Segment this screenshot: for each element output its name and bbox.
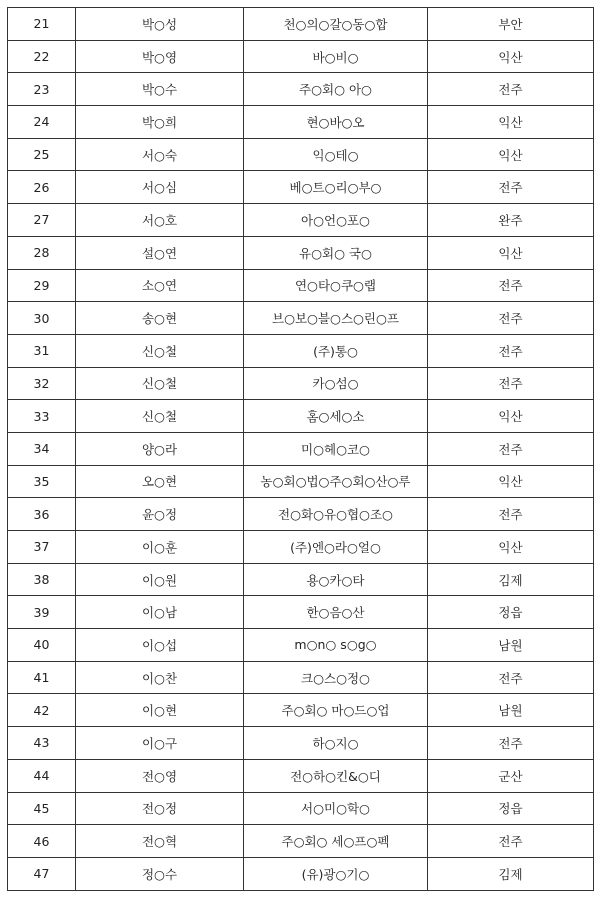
company-name: 카○섬○ (244, 367, 428, 400)
region-name: 익산 (428, 465, 594, 498)
person-name: 박○희 (76, 106, 244, 139)
region-name: 김제 (428, 563, 594, 596)
region-name: 완주 (428, 204, 594, 237)
person-name: 이○구 (76, 727, 244, 760)
row-number: 41 (8, 661, 76, 694)
row-number: 33 (8, 400, 76, 433)
table-row (8, 498, 594, 531)
region-name: 정읍 (428, 596, 594, 629)
company-name: 천○의○갈○동○합 (244, 8, 428, 41)
row-number: 43 (8, 727, 76, 760)
region-name: 익산 (428, 40, 594, 73)
row-number: 47 (8, 857, 76, 890)
region-name: 전주 (428, 302, 594, 335)
table-row (8, 334, 594, 367)
row-number: 34 (8, 432, 76, 465)
table-row (8, 432, 594, 465)
table-row (8, 857, 594, 890)
company-name: 베○트○리○부○ (244, 171, 428, 204)
region-name: 정읍 (428, 792, 594, 825)
company-name: (주)엔○라○얼○ (244, 531, 428, 564)
company-name: 현○바○오 (244, 106, 428, 139)
company-name: 농○회○법○주○회○산○루 (244, 465, 428, 498)
row-number: 21 (8, 8, 76, 41)
participant-table (7, 7, 594, 891)
table-row (8, 171, 594, 204)
company-name: 브○보○블○스○린○프 (244, 302, 428, 335)
table-row (8, 727, 594, 760)
table-row (8, 629, 594, 662)
row-number: 29 (8, 269, 76, 302)
row-number: 35 (8, 465, 76, 498)
region-name: 익산 (428, 138, 594, 171)
company-name: 서○미○학○ (244, 792, 428, 825)
region-name: 전주 (428, 334, 594, 367)
row-number: 37 (8, 531, 76, 564)
person-name: 전○정 (76, 792, 244, 825)
region-name: 전주 (428, 661, 594, 694)
table-row (8, 792, 594, 825)
row-number: 30 (8, 302, 76, 335)
row-number: 38 (8, 563, 76, 596)
person-name: 박○영 (76, 40, 244, 73)
row-number: 24 (8, 106, 76, 139)
table-row (8, 106, 594, 139)
region-name: 남원 (428, 694, 594, 727)
person-name: 신○철 (76, 334, 244, 367)
company-name: 하○지○ (244, 727, 428, 760)
table-row (8, 40, 594, 73)
row-number: 32 (8, 367, 76, 400)
company-name: m○n○ s○g○ (244, 629, 428, 662)
company-name: (주)통○ (244, 334, 428, 367)
row-number: 22 (8, 40, 76, 73)
company-name: 연○타○쿠○랩 (244, 269, 428, 302)
row-number: 28 (8, 236, 76, 269)
region-name: 김제 (428, 857, 594, 890)
region-name: 익산 (428, 400, 594, 433)
row-number: 36 (8, 498, 76, 531)
region-name: 익산 (428, 236, 594, 269)
person-name: 신○철 (76, 367, 244, 400)
person-name: 이○남 (76, 596, 244, 629)
table-row (8, 204, 594, 237)
company-name: 아○언○포○ (244, 204, 428, 237)
person-name: 서○심 (76, 171, 244, 204)
table-row (8, 661, 594, 694)
company-name: 익○테○ (244, 138, 428, 171)
table-row (8, 465, 594, 498)
region-name: 전주 (428, 498, 594, 531)
company-name: 홈○세○소 (244, 400, 428, 433)
company-name: 주○회○ 아○ (244, 73, 428, 106)
person-name: 소○연 (76, 269, 244, 302)
company-name: 미○헤○코○ (244, 432, 428, 465)
person-name: 설○연 (76, 236, 244, 269)
person-name: 이○찬 (76, 661, 244, 694)
row-number: 45 (8, 792, 76, 825)
person-name: 신○철 (76, 400, 244, 433)
company-name: 크○스○정○ (244, 661, 428, 694)
person-name: 정○수 (76, 857, 244, 890)
company-name: 주○회○ 세○프○펙 (244, 825, 428, 858)
person-name: 이○현 (76, 694, 244, 727)
person-name: 전○영 (76, 759, 244, 792)
row-number: 44 (8, 759, 76, 792)
row-number: 42 (8, 694, 76, 727)
person-name: 오○현 (76, 465, 244, 498)
row-number: 39 (8, 596, 76, 629)
region-name: 군산 (428, 759, 594, 792)
row-number: 40 (8, 629, 76, 662)
table-row (8, 302, 594, 335)
person-name: 전○혁 (76, 825, 244, 858)
table-body (8, 8, 594, 891)
row-number: 26 (8, 171, 76, 204)
region-name: 전주 (428, 269, 594, 302)
table-row (8, 367, 594, 400)
table-row (8, 73, 594, 106)
table-row (8, 596, 594, 629)
company-name: 용○카○타 (244, 563, 428, 596)
table-row (8, 825, 594, 858)
table-row (8, 759, 594, 792)
region-name: 전주 (428, 367, 594, 400)
table-row (8, 138, 594, 171)
table-row (8, 531, 594, 564)
company-name: (유)광○기○ (244, 857, 428, 890)
table-row (8, 400, 594, 433)
person-name: 박○성 (76, 8, 244, 41)
region-name: 전주 (428, 73, 594, 106)
person-name: 박○수 (76, 73, 244, 106)
person-name: 윤○정 (76, 498, 244, 531)
table-row (8, 563, 594, 596)
table-row (8, 236, 594, 269)
region-name: 익산 (428, 106, 594, 139)
row-number: 23 (8, 73, 76, 106)
company-name: 유○회○ 국○ (244, 236, 428, 269)
row-number: 25 (8, 138, 76, 171)
table-row (8, 694, 594, 727)
row-number: 27 (8, 204, 76, 237)
person-name: 이○훈 (76, 531, 244, 564)
company-name: 주○회○ 마○드○업 (244, 694, 428, 727)
person-name: 송○현 (76, 302, 244, 335)
row-number: 31 (8, 334, 76, 367)
region-name: 전주 (428, 727, 594, 760)
row-number: 46 (8, 825, 76, 858)
table-row (8, 8, 594, 41)
region-name: 전주 (428, 432, 594, 465)
company-name: 전○하○킨&○디 (244, 759, 428, 792)
person-name: 서○호 (76, 204, 244, 237)
company-name: 전○화○유○협○조○ (244, 498, 428, 531)
company-name: 한○음○산 (244, 596, 428, 629)
region-name: 익산 (428, 531, 594, 564)
region-name: 부안 (428, 8, 594, 41)
table-row (8, 269, 594, 302)
region-name: 남원 (428, 629, 594, 662)
person-name: 이○섭 (76, 629, 244, 662)
region-name: 전주 (428, 825, 594, 858)
region-name: 전주 (428, 171, 594, 204)
person-name: 양○라 (76, 432, 244, 465)
person-name: 서○숙 (76, 138, 244, 171)
person-name: 이○원 (76, 563, 244, 596)
company-name: 바○비○ (244, 40, 428, 73)
